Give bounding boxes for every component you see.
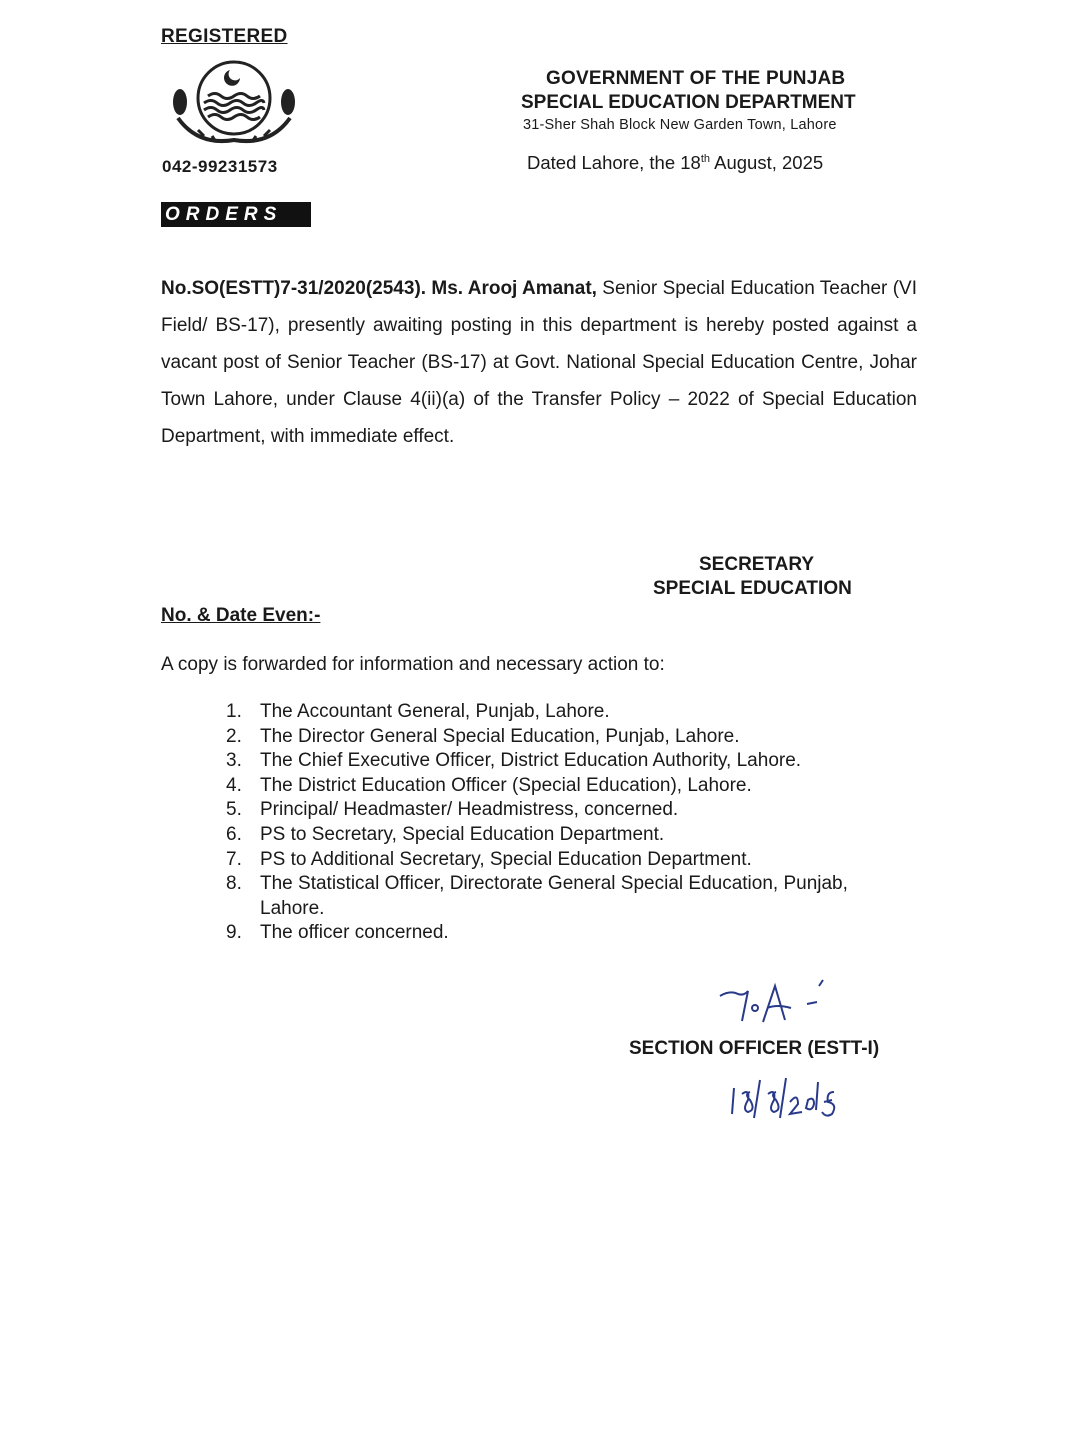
- section-officer-title: SECTION OFFICER (ESTT-I): [629, 1038, 880, 1059]
- registered-label: REGISTERED: [161, 26, 288, 47]
- order-body: [161, 270, 917, 455]
- list-item: 9. The officer concerned.: [226, 922, 449, 944]
- signatory-department: SPECIAL EDUCATION: [653, 578, 852, 599]
- department-title: SPECIAL EDUCATION DEPARTMENT: [521, 92, 856, 113]
- handwritten-signature: [715, 978, 835, 1028]
- list-item: 4. The District Education Officer (Special Education), Lahore.: [226, 774, 752, 796]
- handwritten-date: [728, 1072, 848, 1122]
- distribution-heading: No. & Date Even:-: [161, 605, 321, 626]
- list-item: 7. PS to Additional Secretary, Special Education Department.: [226, 848, 752, 870]
- phone-number: 042-99231573: [162, 157, 278, 176]
- government-title: GOVERNMENT OF THE PUNJAB: [546, 68, 846, 89]
- distribution-intro: A copy is forwarded for information and necessary action to:: [161, 654, 665, 675]
- list-item: 8. The Statistical Officer, Directorate General Special Education, Punjab, Lahore.: [226, 873, 848, 919]
- list-item: 2. The Director General Special Education, Punjab, Lahore.: [226, 725, 740, 747]
- punjab-emblem-logo: [168, 56, 300, 152]
- list-item: 6. PS to Secretary, Special Education Department.: [226, 823, 665, 845]
- order-text: Senior Special Education Teacher (VI Field/ BS-17), presently awaiting posting in this department is hereby posted against a vacant post of Senior Teacher (BS-17) at Govt. National Special Education Centre, Johar Town Lahore, under Clause 4(ii)(a) of the Transfer Policy – 2022 of Special Education Department, with immediate effect.: [161, 278, 918, 447]
- list-item: 1. The Accountant General, Punjab, Lahore.: [226, 701, 610, 722]
- orders-banner: ORDERS: [161, 202, 311, 227]
- list-item: 3. The Chief Executive Officer, District Education Authority, Lahore.: [226, 750, 802, 772]
- distribution-list: [226, 700, 906, 946]
- order-number: No.SO(ESTT)7-31/2020(2543).: [161, 278, 427, 299]
- order-date: Dated Lahore, the 18th August, 2025: [527, 152, 824, 173]
- signatory-title: SECRETARY: [699, 554, 815, 575]
- list-item: 5. Principal/ Headmaster/ Headmistress, concerned.: [226, 799, 679, 821]
- department-address: 31-Sher Shah Block New Garden Town, Lahore: [523, 117, 837, 133]
- person-name: Ms. Arooj Amanat,: [431, 278, 597, 299]
